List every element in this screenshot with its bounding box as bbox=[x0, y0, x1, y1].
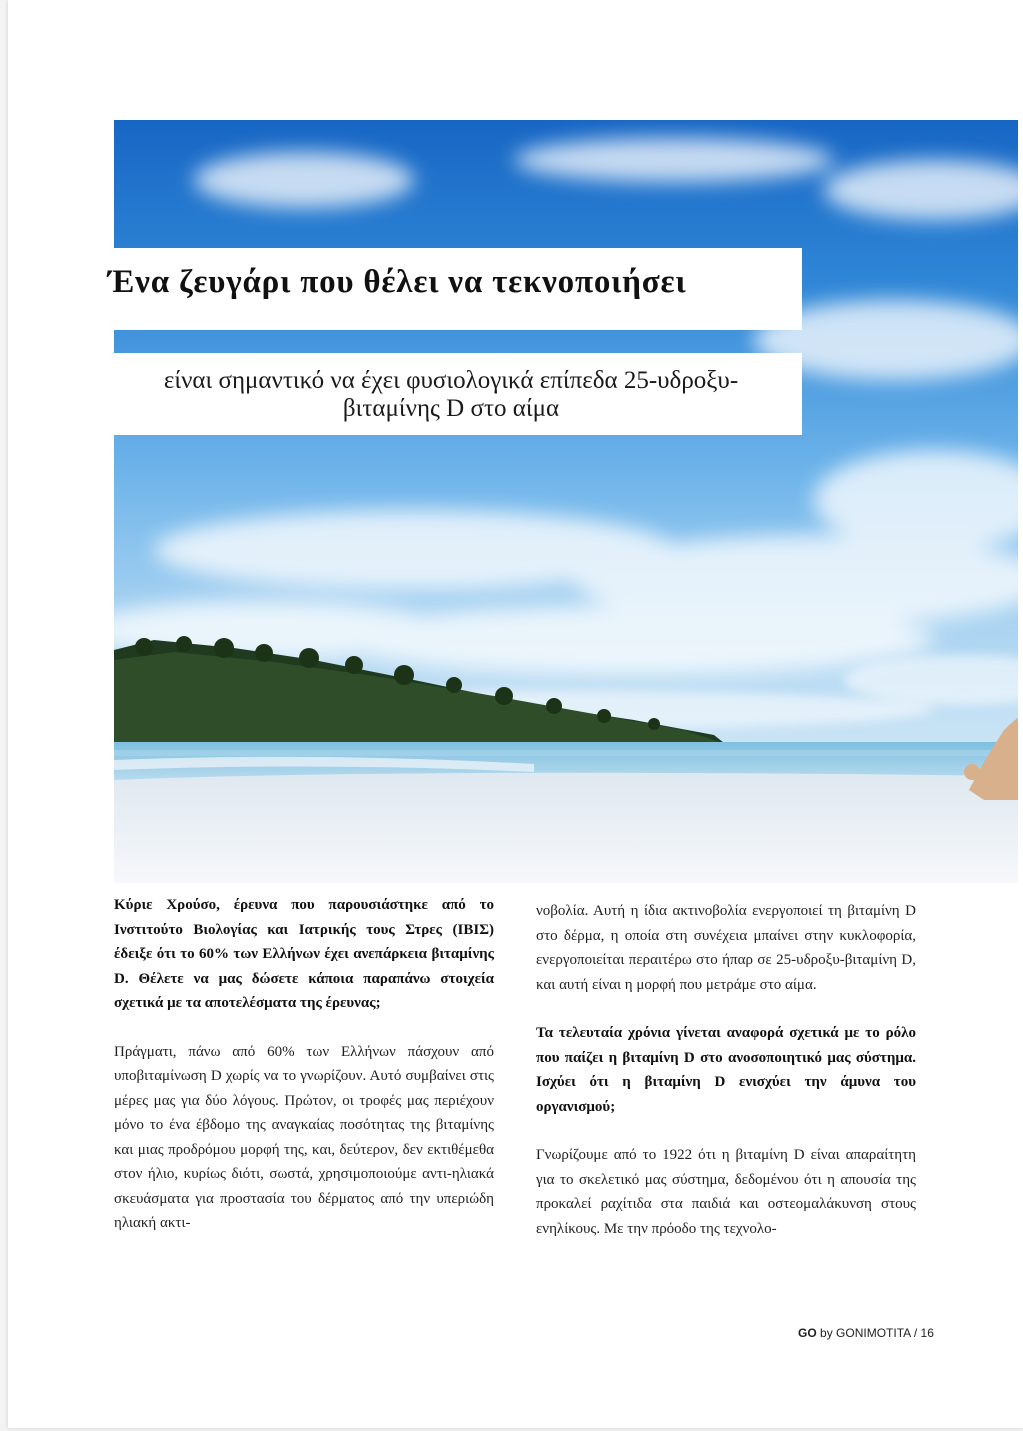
subtitle-banner bbox=[114, 353, 802, 435]
interview-answer-2: Γνωρίζουμε από το 1922 ότι η βιταμίνη D είναι απαραίτητη για το σκελετικό μας σύστημα, δεδομένου ότι η απουσία της προκαλεί ραχίτιδα στα παιδιά και οστεομαλάκυνση στους ενηλίκους. Με την πρόοδο της τεχνολο- bbox=[536, 1147, 916, 1237]
subtitle-line-1: είναι σημαντικό να έχει φυσιολογικά επίπεδα 25-υδροξυ- bbox=[163, 367, 739, 394]
interview-question-1: Κύριε Χρούσο, έρευνα που παρουσιάστηκε από το Ινστιτούτο Βιολογίας και Ιατρικής τους Στρες (ΙΒΙΣ) έδειξε ότι το 60% των Ελλήνων έχει ανεπάρκεια βιταμίνης D. Θέλετε να μας δώσετε κάποια παραπάνω στοιχεία σχετικά με τα αποτελέσματα της έρευνας; bbox=[114, 897, 494, 1011]
footer-magazine: GONIMOTITA bbox=[836, 1326, 911, 1340]
article-subtitle bbox=[114, 367, 788, 423]
title-banner bbox=[108, 248, 802, 330]
interview-question-2: Τα τελευταία χρόνια γίνεται αναφορά σχετικά με το ρόλο που παίζει η βιταμίνη D στο ανοσοποιητικό μας σύστημα. Ισχύει ότι η βιταμίνη D ενισχύει την άμυνα του οργανισμού; bbox=[536, 1025, 916, 1115]
interview-answer-1-continued: νοβολία. Αυτή η ίδια ακτινοβολία ενεργοποιεί τη βιταμίνη D στο δέρμα, η οποία στη συνέχεια μπαίνει στην κυκλοφορία, ενεργοποιείται περαιτέρω στο ήπαρ σε 25-υδροξυ-βιταμίνη D, και αυτή είναι η μορφή που μετράμε στο αίμα. bbox=[536, 903, 916, 993]
subtitle-line-2: βιταμίνης D στο αίμα bbox=[342, 395, 560, 422]
article-title: Ένα ζευγάρι που θέλει να τεκνοποιήσει bbox=[108, 264, 687, 300]
interview-answer-1: Πράγματι, πάνω από 60% των Ελλήνων πάσχουν από υποβιταμίνωση D χωρίς να το γνωρίζουν. Αυτό συμβαίνει στις μέρες μας για δύο λόγους. Πρώτον, οι τροφές μας περιέχουν μόνο το ένα έβδομο της αναγκαίας ποσότητας της βιταμίνης και μιας προδρόμου μορφή της, και, δεύτερον, δεν εκτιθέμεθα στον ήλιο, κυρίως διότι, σωστά, χρησιμοποιούμε αντι-ηλιακά σκευάσματα για προστασία του δέρματος από την υπεριώδη ηλιακή ακτι- bbox=[114, 1043, 494, 1231]
left-column bbox=[114, 893, 494, 1236]
footer-separator: / bbox=[913, 1326, 918, 1340]
page-footer bbox=[798, 1326, 934, 1340]
footer-brand: GO bbox=[798, 1326, 817, 1340]
footer-by: by bbox=[820, 1326, 833, 1340]
page-number: 16 bbox=[920, 1326, 934, 1340]
beach-photo bbox=[114, 120, 1018, 883]
right-column bbox=[536, 899, 916, 1241]
